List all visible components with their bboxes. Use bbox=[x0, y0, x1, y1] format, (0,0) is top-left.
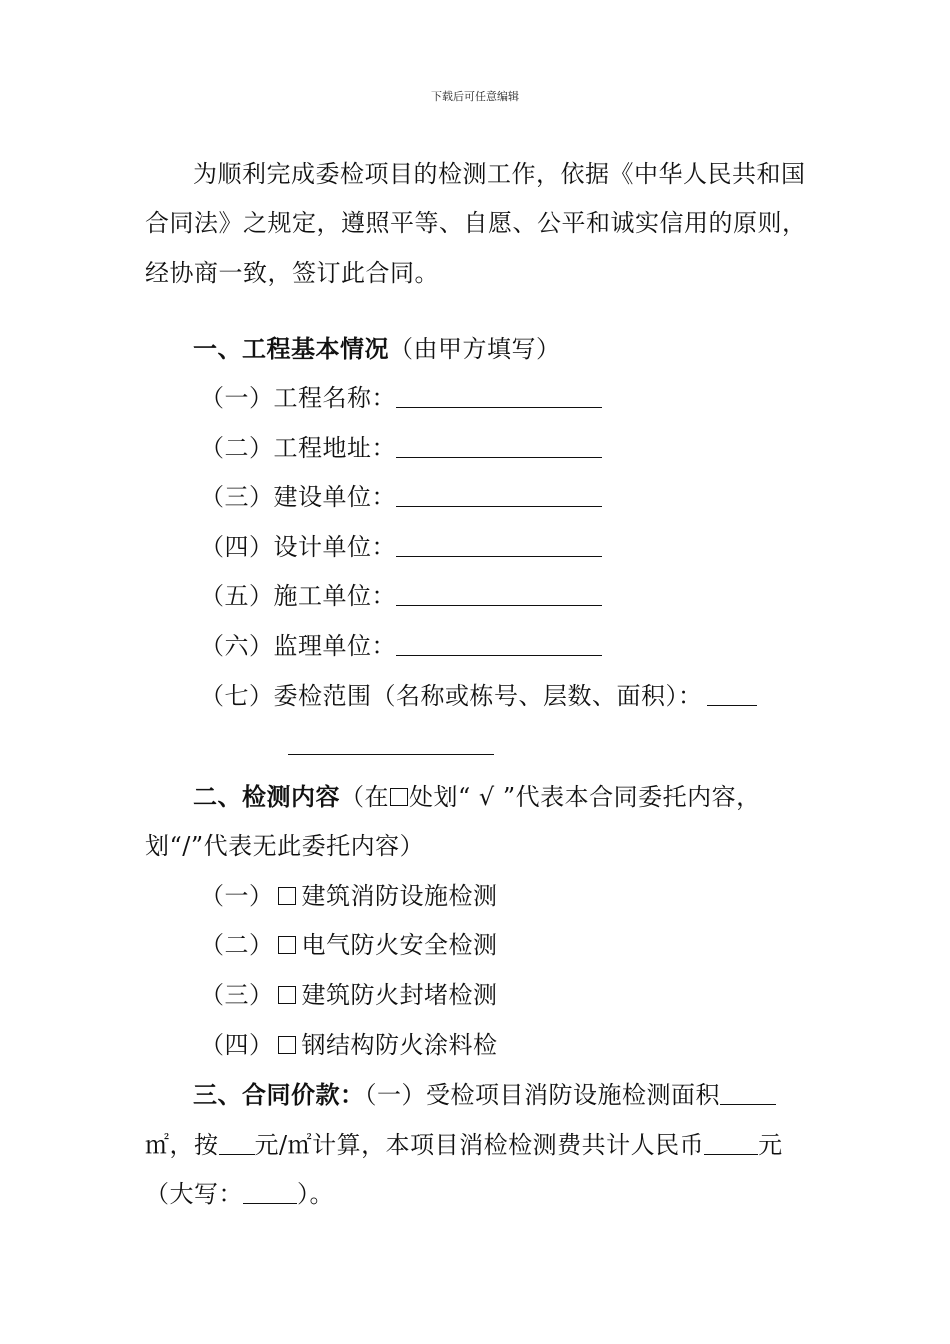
section2-title-note-a: （在 bbox=[340, 783, 389, 811]
construction-unit-label: （三）建设单位： bbox=[200, 483, 396, 511]
section3-line1-text: （一）受检项目消防设施检测面积 bbox=[364, 1081, 720, 1109]
section3-line1 bbox=[193, 1079, 776, 1111]
check-item-firestop bbox=[200, 979, 498, 1011]
section3-line3-b: ）。 bbox=[297, 1180, 334, 1208]
area-blank[interactable] bbox=[720, 1080, 776, 1105]
section1-title-note: （由甲方填写） bbox=[389, 335, 561, 363]
project-name-blank[interactable] bbox=[396, 383, 602, 408]
check-item-num: （二） bbox=[200, 931, 274, 959]
inspection-scope-label: （七）委检范围（名称或栋号、层数、面积）： bbox=[200, 682, 703, 710]
header-note: 下载后可任意编辑 bbox=[431, 90, 519, 103]
section3-line2-c: 元 bbox=[758, 1131, 783, 1159]
check-item-label: 建筑消防设施检测 bbox=[301, 882, 498, 910]
inspection-scope-continuation bbox=[288, 729, 494, 761]
checkbox-icon bbox=[390, 788, 408, 806]
section2-title-note-b: 处划“ √ ”代表本合同委托内容， bbox=[409, 783, 761, 811]
construction-unit-blank[interactable] bbox=[396, 482, 602, 507]
project-name-row bbox=[200, 382, 602, 414]
inspection-scope-row bbox=[200, 680, 757, 712]
intro-line-2: 合同法》之规定，遵照平等、自愿、公平和诚实信用的原则， bbox=[145, 209, 807, 237]
section3-line3-a: （大写： bbox=[145, 1180, 243, 1208]
supervision-unit-label: （六）监理单位： bbox=[200, 632, 396, 660]
design-unit-label: （四）设计单位： bbox=[200, 533, 396, 561]
project-name-label: （一）工程名称： bbox=[200, 384, 396, 412]
contractor-unit-label: （五）施工单位： bbox=[200, 582, 396, 610]
design-unit-blank[interactable] bbox=[396, 532, 602, 557]
contractor-unit-blank[interactable] bbox=[396, 581, 602, 606]
check-item-label: 电气防火安全检测 bbox=[301, 931, 498, 959]
check-item-num: （三） bbox=[200, 981, 274, 1009]
section3-line2 bbox=[145, 1129, 783, 1161]
check-item-label: 建筑防火封堵检测 bbox=[301, 981, 498, 1009]
project-address-row bbox=[200, 432, 602, 464]
check-item-fire-facilities bbox=[200, 880, 498, 912]
check-item-num: （一） bbox=[200, 882, 274, 910]
checkbox-steel-coating[interactable] bbox=[278, 1036, 296, 1054]
project-address-blank[interactable] bbox=[396, 433, 602, 458]
section2-title-line2: 划“/”代表无此委托内容） bbox=[145, 832, 425, 860]
section3-title-bold: 三、合同价款： bbox=[193, 1080, 365, 1109]
checkbox-fire-facilities[interactable] bbox=[278, 887, 296, 905]
section2-title-bold: 二、检测内容 bbox=[193, 782, 340, 811]
total-fee-blank[interactable] bbox=[704, 1130, 758, 1155]
project-address-label: （二）工程地址： bbox=[200, 434, 396, 462]
supervision-unit-blank[interactable] bbox=[396, 631, 602, 656]
intro-line-3: 经协商一致，签订此合同。 bbox=[145, 259, 439, 287]
supervision-unit-row bbox=[200, 630, 602, 662]
check-item-label: 钢结构防火涂料检 bbox=[301, 1031, 498, 1059]
check-item-electrical bbox=[200, 929, 498, 961]
intro-line-1: 为顺利完成委检项目的检测工作，依据《中华人民共和国 bbox=[193, 160, 806, 188]
check-item-num: （四） bbox=[200, 1031, 274, 1059]
checkbox-firestop[interactable] bbox=[278, 986, 296, 1004]
amount-in-words-blank[interactable] bbox=[243, 1179, 297, 1204]
section3-line2-a: ㎡，按 bbox=[145, 1131, 219, 1159]
unit-price-blank[interactable] bbox=[219, 1130, 255, 1155]
section2-title bbox=[193, 781, 761, 813]
inspection-scope-blank-2[interactable] bbox=[288, 730, 494, 755]
design-unit-row bbox=[200, 531, 602, 563]
section1-title-bold: 一、工程基本情况 bbox=[193, 334, 389, 363]
section3-line2-b: 元/㎡计算，本项目消检检测费共计人民币 bbox=[254, 1131, 705, 1159]
inspection-scope-blank[interactable] bbox=[707, 681, 757, 706]
check-item-steel-coating bbox=[200, 1029, 498, 1061]
checkbox-electrical[interactable] bbox=[278, 936, 296, 954]
contractor-unit-row bbox=[200, 580, 602, 612]
section1-title bbox=[193, 333, 561, 365]
section3-line3 bbox=[145, 1178, 334, 1210]
construction-unit-row bbox=[200, 481, 602, 513]
